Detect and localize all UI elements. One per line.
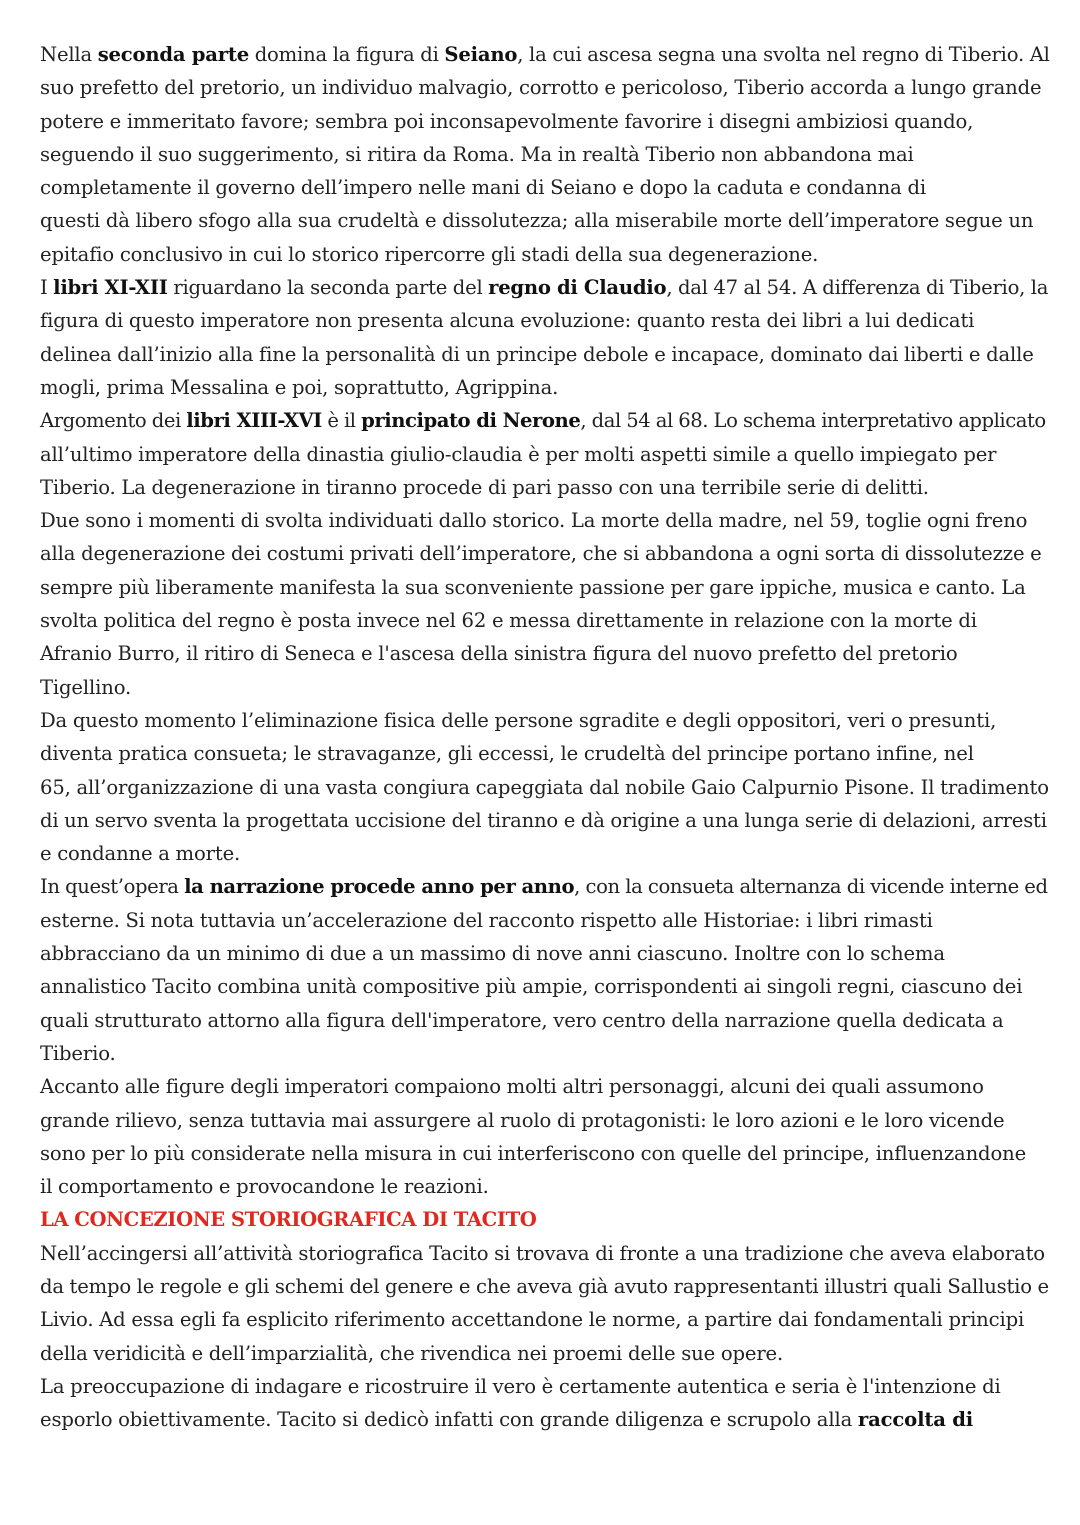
bold-text: principato di Nerone [361, 409, 581, 433]
text-span: Livio. Ad essa egli fa esplicito riferimento accettandone le norme, a partire dai fondamentali principi [40, 1308, 1025, 1332]
text-line [40, 138, 1050, 171]
text-span: esporlo obiettivamente. Tacito si dedicò infatti con grande diligenza e scrupolo alla [40, 1408, 858, 1432]
text-span: , dal 54 al 68. Lo schema interpretativo applicato [580, 409, 1046, 433]
text-span: Tiberio. La degenerazione in tiranno procede di pari passo con una terribile serie di delitti. [40, 475, 929, 499]
text-span: seguendo il suo suggerimento, si ritira da Roma. Ma in realtà Tiberio non abbandona mai [40, 142, 914, 166]
text-span: Due sono i momenti di svolta individuati dallo storico. La morte della madre, nel 59, toglie ogni freno [40, 509, 1028, 533]
text-span: esterne. Si nota tuttavia un’accelerazione del racconto rispetto alle Historiae: i libri rimasti [40, 908, 933, 932]
text-line [40, 571, 1050, 604]
text-line [40, 1403, 1050, 1436]
text-line [40, 1203, 1050, 1236]
document-body [40, 38, 1050, 1436]
text-span: Nella [40, 43, 98, 66]
text-line [40, 1170, 1050, 1203]
text-line [40, 904, 1050, 937]
text-line [40, 1270, 1050, 1303]
text-line [40, 71, 1050, 104]
text-line [40, 438, 1050, 471]
text-span: della veridicità e dell’imparzialità, che rivendica nei proemi delle sue opere. [40, 1341, 784, 1365]
text-span: da tempo le regole e gli schemi del genere e che aveva già avuto rappresentanti illustri quali Sallustio e [40, 1274, 1049, 1298]
text-span: , la cui ascesa segna una svolta nel regno di Tiberio. Al [517, 43, 1050, 66]
text-line [40, 1037, 1050, 1070]
text-span: mogli, prima Messalina e poi, soprattutto, Agrippina. [40, 375, 559, 399]
text-span: I [40, 276, 54, 300]
text-line [40, 1104, 1050, 1137]
text-span: Accanto alle figure degli imperatori compaiono molti altri personaggi, alcuni dei quali assumono [40, 1075, 984, 1099]
text-span: figura di questo imperatore non presenta alcuna evoluzione: quanto resta dei libri a lui dedicati [40, 309, 975, 333]
text-span: Tiberio. [40, 1041, 116, 1065]
text-span: diventa pratica consueta; le stravaganze, gli eccessi, le crudeltà del principe portano infine, nel [40, 742, 974, 766]
text-line [40, 604, 1050, 637]
text-span: Nell’accingersi all’attività storiografica Tacito si trovava di fronte a una tradizione che aveva elaborato [40, 1241, 1045, 1265]
text-line [40, 504, 1050, 537]
section-heading: LA CONCEZIONE STORIOGRAFICA DI TACITO [40, 1208, 537, 1232]
text-span: quali strutturato attorno alla figura dell'imperatore, vero centro della narrazione quella dedicata a [40, 1008, 1004, 1032]
text-span: epitafio conclusivo in cui lo storico ripercorre gli stadi della sua degenerazione. [40, 242, 819, 266]
text-span: sempre più liberamente manifesta la sua sconveniente passione per gare ippiche, musica e canto. La [40, 575, 1026, 599]
text-line [40, 937, 1050, 970]
text-span: il comportamento e provocandone le reazioni. [40, 1175, 489, 1199]
text-span: , dal 47 al 54. A differenza di Tiberio, la [666, 276, 1049, 300]
text-line [40, 338, 1050, 371]
text-line [40, 637, 1050, 670]
text-line [40, 304, 1050, 337]
bold-text: libri XIII-XVI [186, 409, 322, 433]
bold-text: Seiano [444, 43, 518, 66]
text-line [40, 870, 1050, 903]
text-line [40, 704, 1050, 737]
text-line [40, 537, 1050, 570]
text-span: Afranio Burro, il ritiro di Seneca e l'ascesa della sinistra figura del nuovo prefetto del pretorio [40, 642, 958, 666]
text-line [40, 105, 1050, 138]
text-span: Argomento dei [40, 409, 187, 433]
text-span: suo prefetto del pretorio, un individuo malvagio, corrotto e pericoloso, Tiberio accorda a lungo grande [40, 76, 1042, 100]
text-span: annalistico Tacito combina unità compositive più ampie, corrispondenti ai singoli regni, ciascuno dei [40, 975, 1023, 999]
text-line [40, 804, 1050, 837]
text-span: La preoccupazione di indagare e ricostruire il vero è certamente autentica e seria è l'intenzione di [40, 1374, 1001, 1398]
text-line [40, 38, 1050, 71]
text-span: grande rilievo, senza tuttavia mai assurgere al ruolo di protagonisti: le loro azioni e le loro vicende [40, 1108, 1005, 1132]
text-span: sono per lo più considerate nella misura in cui interferiscono con quelle del principe, influenzandone [40, 1141, 1027, 1165]
text-span: completamente il governo dell’impero nelle mani di Seiano e dopo la caduta e condanna di [40, 176, 926, 200]
text-span: alla degenerazione dei costumi privati dell’imperatore, che si abbandona a ogni sorta di dissolutezze e [40, 542, 1042, 566]
text-span: , con la consueta alternanza di vicende interne ed [574, 875, 1048, 899]
text-span: svolta politica del regno è posta invece nel 62 e messa direttamente in relazione con la morte di [40, 609, 977, 633]
bold-text: raccolta di [857, 1408, 974, 1432]
bold-text: seconda parte [97, 43, 249, 66]
text-line [40, 271, 1050, 304]
text-line [40, 404, 1050, 437]
text-line [40, 1337, 1050, 1370]
text-line [40, 1004, 1050, 1037]
text-span: delinea dall’inizio alla fine la personalità di un principe debole e incapace, dominato dai liberti e dalle [40, 342, 1034, 366]
text-line [40, 771, 1050, 804]
text-span: abbracciano da un minimo di due a un massimo di nove anni ciascuno. Inoltre con lo schema [40, 942, 945, 966]
bold-text: la narrazione procede anno per anno [184, 875, 575, 899]
text-line [40, 1303, 1050, 1336]
text-span: Tigellino. [40, 675, 132, 699]
text-line [40, 671, 1050, 704]
text-span: all’ultimo imperatore della dinastia giulio-claudia è per molti aspetti simile a quello impiegato per [40, 442, 997, 466]
text-line [40, 171, 1050, 204]
text-span: domina la figura di [248, 43, 445, 66]
text-span: è il [321, 409, 362, 433]
text-line [40, 1137, 1050, 1170]
text-line [40, 371, 1050, 404]
text-span: questi dà libero sfogo alla sua crudeltà e dissolutezza; alla miserabile morte dell’imperatore segue un [40, 209, 1034, 233]
text-span: Da questo momento l’eliminazione fisica delle persone sgradite e degli oppositori, veri o presunti, [40, 708, 997, 732]
bold-text: libri XI-XII [53, 276, 168, 300]
text-line [40, 1370, 1050, 1403]
text-span: In quest’opera [40, 875, 185, 899]
bold-text: regno di Claudio [488, 276, 667, 300]
text-line [40, 970, 1050, 1003]
text-span: potere e immeritato favore; sembra poi inconsapevolmente favorire i disegni ambiziosi quando, [40, 109, 974, 133]
text-span: riguardano la seconda parte del [167, 276, 489, 300]
text-line [40, 1237, 1050, 1270]
text-span: di un servo sventa la progettata uccisione del tiranno e dà origine a una lunga serie di delazioni, arresti [40, 808, 1047, 832]
text-line [40, 737, 1050, 770]
text-span: e condanne a morte. [40, 842, 241, 866]
text-line [40, 238, 1050, 271]
text-span: 65, all’organizzazione di una vasta congiura capeggiata dal nobile Gaio Calpurnio Pisone. Il tradimento [40, 775, 1049, 799]
text-line [40, 471, 1050, 504]
text-line [40, 1070, 1050, 1103]
text-line [40, 204, 1050, 237]
text-line [40, 837, 1050, 870]
